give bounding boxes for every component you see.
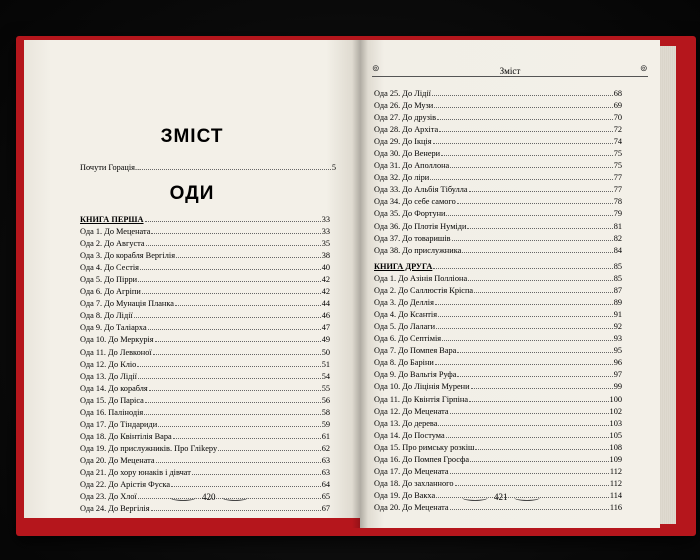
leader-dots bbox=[142, 168, 331, 170]
toc-row bbox=[80, 250, 330, 262]
toc-page: 75 bbox=[613, 149, 622, 159]
leader-dots bbox=[474, 291, 613, 293]
leader-dots bbox=[435, 363, 613, 365]
toc-label: Ода 2. До Августа bbox=[80, 239, 145, 249]
toc-page: 77 bbox=[613, 185, 622, 195]
toc-page: 87 bbox=[613, 286, 622, 296]
toc-row bbox=[374, 124, 622, 136]
toc-row bbox=[80, 226, 330, 238]
toc-row bbox=[374, 394, 622, 406]
toc-label: Ода 32. До ліри bbox=[374, 173, 430, 183]
toc-row bbox=[374, 148, 622, 160]
toc-row bbox=[80, 431, 330, 443]
toc-label: Ода 14. До корабля bbox=[80, 383, 148, 393]
toc-label: Ода 6. До Агріпи bbox=[80, 287, 141, 297]
toc-row bbox=[374, 321, 622, 333]
toc-row bbox=[80, 298, 330, 310]
leader-dots bbox=[475, 448, 608, 450]
toc-page: 97 bbox=[613, 370, 622, 380]
toc-row bbox=[80, 322, 330, 334]
toc-page: 33 bbox=[321, 227, 330, 237]
book-page: 85 bbox=[613, 262, 622, 271]
toc-label: Ода 30. До Венери bbox=[374, 149, 441, 159]
toc-page: 75 bbox=[613, 161, 622, 171]
toc-label: Ода 27. До друзів bbox=[374, 113, 437, 123]
toc-row bbox=[374, 345, 622, 357]
book-label: КНИГА ПЕРША bbox=[80, 215, 144, 224]
leader-dots bbox=[462, 251, 612, 253]
toc-row bbox=[374, 233, 622, 245]
toc-label: Ода 11. До Левконої bbox=[80, 347, 152, 357]
book-gutter bbox=[352, 40, 368, 528]
toc-page: 95 bbox=[613, 346, 622, 356]
toc-label: Ода 28. До Архіта bbox=[374, 125, 439, 135]
toc-label: Ода 4. До Ксантія bbox=[374, 310, 438, 320]
toc-page: 114 bbox=[609, 490, 622, 500]
toc-row bbox=[374, 172, 622, 184]
right-toc-list-bottom bbox=[374, 261, 622, 514]
toc-label: Ода 10. До Ліцінія Мурени bbox=[374, 382, 470, 392]
toc-page: 74 bbox=[613, 137, 622, 147]
toc-label: Ода 29. До Ікція bbox=[374, 137, 432, 147]
toc-row bbox=[374, 381, 622, 393]
toc-page: 82 bbox=[613, 233, 622, 243]
toc-page: 116 bbox=[609, 502, 622, 512]
page-number: 420 bbox=[202, 492, 216, 502]
toc-page: 42 bbox=[321, 275, 330, 285]
toc-page: 112 bbox=[609, 478, 622, 488]
toc-page: 89 bbox=[613, 298, 622, 308]
leader-dots bbox=[457, 375, 612, 377]
toc-row bbox=[80, 455, 330, 467]
header-ornament-right: ⊚ bbox=[640, 63, 648, 73]
header-rule bbox=[372, 76, 648, 77]
book-label: КНИГА ДРУГА bbox=[374, 262, 433, 271]
leader-dots bbox=[134, 316, 321, 318]
toc-page: 81 bbox=[613, 221, 622, 231]
leader-dots bbox=[446, 436, 609, 438]
leader-dots bbox=[433, 267, 612, 269]
toc-label: Ода 38. До прислужника bbox=[374, 245, 462, 255]
leader-dots bbox=[434, 106, 612, 108]
contents-title: ЗМІСТ bbox=[160, 126, 224, 147]
toc-row bbox=[80, 371, 330, 383]
toc-label: Ода 34. До себе самого bbox=[374, 197, 456, 207]
toc-row bbox=[80, 359, 330, 371]
toc-page: 42 bbox=[321, 287, 330, 297]
toc-row bbox=[374, 208, 622, 220]
toc-row bbox=[80, 334, 330, 346]
leader-dots bbox=[138, 280, 321, 282]
toc-page: 78 bbox=[613, 197, 622, 207]
toc-label: Ода 19. До прислужників. Про Гліkeру bbox=[80, 443, 218, 453]
toc-page: 84 bbox=[613, 245, 622, 255]
leader-dots bbox=[433, 142, 613, 144]
leader-dots bbox=[469, 190, 613, 192]
toc-label: Ода 23. До Хлої bbox=[80, 492, 137, 502]
toc-page: 54 bbox=[321, 371, 330, 381]
section-title: ОДИ bbox=[169, 183, 215, 204]
toc-label: Ода 16. Палінодія bbox=[80, 407, 144, 417]
toc-page: 112 bbox=[609, 466, 622, 476]
toc-row bbox=[80, 479, 330, 491]
toc-page: 63 bbox=[321, 455, 330, 465]
toc-row bbox=[80, 407, 330, 419]
toc-label: Ода 14. До Постума bbox=[374, 430, 445, 440]
toc-row bbox=[80, 419, 330, 431]
leader-dots bbox=[140, 268, 321, 270]
toc-row bbox=[374, 466, 622, 478]
toc-row bbox=[80, 395, 330, 407]
toc-row bbox=[374, 285, 622, 297]
leader-dots bbox=[192, 473, 321, 475]
toc-row bbox=[80, 443, 330, 455]
leader-dots bbox=[176, 256, 321, 258]
leader-dots bbox=[455, 484, 609, 486]
leader-dots bbox=[430, 178, 612, 180]
toc-page: 103 bbox=[609, 418, 622, 428]
toc-label: Ода 16. До Помпея Гросфа bbox=[374, 454, 470, 464]
toc-page: 109 bbox=[609, 454, 622, 464]
toc-label: Ода 5. До Пірри bbox=[80, 275, 138, 285]
leader-dots bbox=[156, 461, 321, 463]
toc-row bbox=[374, 112, 622, 124]
toc-label: Ода 33. До Альбія Тібулла bbox=[374, 185, 468, 195]
toc-label: Ода 12. До Мецената bbox=[374, 406, 449, 416]
toc-page: 72 bbox=[613, 125, 622, 135]
leader-dots bbox=[470, 460, 608, 462]
leader-dots bbox=[153, 353, 321, 355]
toc-page: 59 bbox=[321, 419, 330, 429]
toc-row bbox=[374, 88, 622, 100]
leader-dots bbox=[145, 220, 321, 222]
toc-label: Ода 22. До Арістія Фуска bbox=[80, 480, 171, 490]
toc-row bbox=[374, 309, 622, 321]
leader-dots bbox=[137, 365, 320, 367]
leader-dots bbox=[146, 244, 321, 246]
toc-label: Ода 35. До Фортуни bbox=[374, 209, 446, 219]
toc-row bbox=[80, 238, 330, 250]
toc-row bbox=[374, 442, 622, 454]
ornament-swash bbox=[462, 494, 488, 501]
toc-page: 99 bbox=[613, 382, 622, 392]
toc-row bbox=[80, 262, 330, 274]
leader-dots bbox=[171, 485, 321, 487]
leader-dots bbox=[435, 303, 613, 305]
toc-label: Ода 7. До Мунація Планка bbox=[80, 299, 174, 309]
toc-label: Ода 13. До дерева bbox=[374, 418, 438, 428]
leader-dots bbox=[436, 327, 613, 329]
toc-page: 35 bbox=[321, 239, 330, 249]
toc-row bbox=[80, 347, 330, 359]
toc-label: Ода 1. До Азінія Полліона bbox=[374, 274, 468, 284]
toc-page: 51 bbox=[321, 359, 330, 369]
toc-page: 65 bbox=[321, 492, 330, 502]
leader-dots bbox=[432, 94, 613, 96]
ornament-swash bbox=[170, 494, 196, 501]
toc-row bbox=[374, 196, 622, 208]
leader-dots bbox=[158, 425, 321, 427]
book-page: 33 bbox=[321, 215, 330, 224]
toc-page: 79 bbox=[613, 209, 622, 219]
toc-label: Ода 17. До Мецената bbox=[374, 466, 449, 476]
leader-dots bbox=[438, 424, 608, 426]
toc-row bbox=[374, 100, 622, 112]
toc-label: Ода 19. До Вакха bbox=[374, 490, 436, 500]
toc-page: 93 bbox=[613, 334, 622, 344]
toc-page: 38 bbox=[321, 251, 330, 261]
toc-label: Ода 12. До Кліо bbox=[80, 359, 137, 369]
leader-dots bbox=[457, 351, 612, 353]
toc-page: 61 bbox=[321, 431, 330, 441]
toc-page: 5 bbox=[331, 163, 336, 172]
toc-label: Ода 10. До Меркурія bbox=[80, 335, 154, 345]
leader-dots bbox=[144, 413, 321, 415]
leader-dots bbox=[450, 508, 609, 510]
toc-row bbox=[374, 297, 622, 309]
toc-label: Ода 11. До Квінтія Гірпіна bbox=[374, 394, 469, 404]
toc-row bbox=[374, 502, 622, 514]
toc-page: 105 bbox=[609, 430, 622, 440]
toc-label: Ода 2. До Саллюстія Кріспа bbox=[374, 286, 474, 296]
leader-dots bbox=[457, 202, 613, 204]
toc-page: 108 bbox=[609, 442, 622, 452]
leader-dots bbox=[468, 279, 613, 281]
toc-page: 92 bbox=[613, 322, 622, 332]
toc-label: Ода 37. До товаришів bbox=[374, 233, 451, 243]
toc-row bbox=[80, 503, 330, 515]
toc-row bbox=[80, 286, 330, 298]
toc-page: 56 bbox=[321, 395, 330, 405]
toc-row bbox=[80, 162, 336, 174]
toc-label: Ода 17. До Тіндариди bbox=[80, 419, 158, 429]
toc-label: Ода 18. До Квінтілія Вара bbox=[80, 431, 172, 441]
toc-row bbox=[374, 273, 622, 285]
toc-page: 91 bbox=[613, 310, 622, 320]
toc-label: Ода 8. До Лідії bbox=[80, 311, 133, 321]
leader-dots bbox=[218, 449, 321, 451]
right-folio bbox=[462, 492, 540, 502]
toc-page: 55 bbox=[321, 383, 330, 393]
toc-page: 96 bbox=[613, 358, 622, 368]
leader-dots bbox=[151, 509, 321, 511]
toc-label: Ода 1. До Мецената bbox=[80, 227, 151, 237]
toc-label: Ода 15. До Паріса bbox=[80, 395, 144, 405]
toc-label: Ода 9. До Вальгія Руфа bbox=[374, 370, 457, 380]
toc-row bbox=[374, 136, 622, 148]
leader-dots bbox=[437, 118, 613, 120]
toc-page: 68 bbox=[613, 89, 622, 98]
toc-row bbox=[374, 357, 622, 369]
leader-dots bbox=[148, 328, 321, 330]
leader-dots bbox=[450, 472, 609, 474]
toc-label: Ода 20. До Мецената bbox=[374, 502, 449, 512]
toc-row bbox=[374, 406, 622, 418]
toc-page: 58 bbox=[321, 407, 330, 417]
toc-label: Ода 8. До Баріни bbox=[374, 358, 434, 368]
toc-row bbox=[374, 160, 622, 172]
left-folio bbox=[170, 492, 248, 502]
toc-label: Ода 20. До Мецената bbox=[80, 455, 155, 465]
leader-dots bbox=[155, 340, 321, 342]
toc-page: 77 bbox=[613, 173, 622, 183]
toc-page: 85 bbox=[613, 274, 622, 284]
leader-dots bbox=[441, 154, 613, 156]
toc-page: 44 bbox=[321, 299, 330, 309]
toc-row bbox=[374, 245, 622, 257]
leader-dots bbox=[467, 227, 612, 229]
toc-label: Ода 13. До Лідії bbox=[80, 371, 137, 381]
toc-page: 63 bbox=[321, 467, 330, 477]
leader-dots bbox=[442, 339, 613, 341]
toc-row bbox=[374, 418, 622, 430]
leader-dots bbox=[450, 166, 612, 168]
toc-label: Ода 3. До Деллія bbox=[374, 298, 434, 308]
leader-dots bbox=[469, 400, 609, 402]
leader-dots bbox=[175, 304, 321, 306]
page-number: 421 bbox=[494, 492, 508, 502]
leader-dots bbox=[438, 315, 613, 317]
toc-label: Почути Горація... bbox=[80, 163, 142, 172]
toc-page: 67 bbox=[321, 504, 330, 514]
toc-page: 40 bbox=[321, 263, 330, 273]
page-edges bbox=[660, 46, 676, 524]
intro-entry bbox=[80, 162, 336, 174]
toc-row bbox=[374, 454, 622, 466]
toc-page: 100 bbox=[609, 394, 622, 404]
toc-label: Ода 7. До Помпея Вара bbox=[374, 346, 457, 356]
toc-row bbox=[374, 430, 622, 442]
toc-page: 47 bbox=[321, 323, 330, 333]
leader-dots bbox=[446, 214, 612, 216]
toc-label: Ода 5. До Лалаги bbox=[374, 322, 436, 332]
toc-label: Ода 24. До Вергілія bbox=[80, 504, 150, 514]
leader-dots bbox=[173, 437, 321, 439]
header-ornament-left: ⊚ bbox=[372, 63, 380, 73]
toc-page: 69 bbox=[613, 101, 622, 111]
toc-page: 64 bbox=[321, 480, 330, 490]
toc-label: Ода 36. До Плотія Нуміди bbox=[374, 221, 467, 231]
toc-row bbox=[80, 274, 330, 286]
leader-dots bbox=[138, 377, 321, 379]
toc-label: Ода 6. До Септімія bbox=[374, 334, 442, 344]
leader-dots bbox=[149, 389, 321, 391]
toc-row bbox=[374, 369, 622, 381]
toc-page: 62 bbox=[321, 443, 330, 453]
toc-page: 49 bbox=[321, 335, 330, 345]
toc-page: 70 bbox=[613, 113, 622, 123]
leader-dots bbox=[142, 292, 321, 294]
running-head: Зміст bbox=[499, 66, 521, 76]
toc-row bbox=[374, 478, 622, 490]
toc-row bbox=[374, 333, 622, 345]
toc-page: 46 bbox=[321, 311, 330, 321]
right-toc-list-top bbox=[374, 88, 622, 257]
toc-label: Ода 21. До хору юнаків і дівчат bbox=[80, 467, 191, 477]
toc-label: Ода 4. До Сестія bbox=[80, 263, 139, 273]
toc-label: Ода 15. Про римську розкіш bbox=[374, 442, 475, 452]
leader-dots bbox=[439, 130, 613, 132]
toc-label: Ода 25. До Лідії bbox=[374, 89, 431, 98]
left-toc-list bbox=[80, 214, 330, 515]
toc-row bbox=[374, 184, 622, 196]
toc-label: Ода 3. До корабля Вергілія bbox=[80, 251, 176, 261]
leader-dots bbox=[151, 232, 320, 234]
book-heading bbox=[374, 261, 622, 273]
toc-row bbox=[80, 383, 330, 395]
toc-row bbox=[80, 467, 330, 479]
ornament-swash bbox=[514, 494, 540, 501]
toc-row bbox=[374, 221, 622, 233]
leader-dots bbox=[471, 387, 613, 389]
toc-label: Ода 18. До захланного bbox=[374, 478, 454, 488]
leader-dots bbox=[450, 412, 609, 414]
leader-dots bbox=[145, 401, 321, 403]
toc-label: Ода 9. До Таліарха bbox=[80, 323, 147, 333]
toc-row bbox=[80, 310, 330, 322]
ornament-swash bbox=[222, 494, 248, 501]
toc-label: Ода 26. До Музи bbox=[374, 101, 434, 111]
toc-page: 50 bbox=[321, 347, 330, 357]
toc-label: Ода 31. До Аполлона bbox=[374, 161, 450, 171]
leader-dots bbox=[452, 239, 613, 241]
toc-page: 102 bbox=[609, 406, 622, 416]
book-heading bbox=[80, 214, 330, 226]
